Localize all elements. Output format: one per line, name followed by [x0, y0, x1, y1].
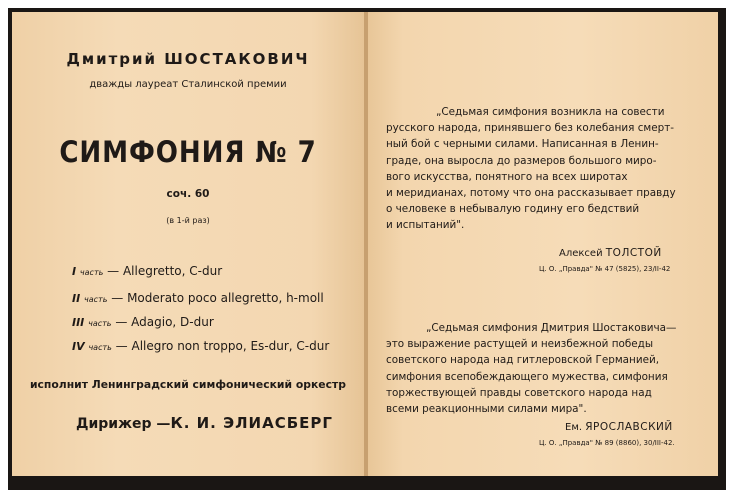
- left-page: [12, 12, 364, 476]
- tolstoy-quote: „Седьмая симфония возникла на совести русского народа, принявшего без колебания смерт- ный бой с черными силами. Написанная в Ленин- граде, она выросла до размеров большого миро- вого искусства, понятного на всех широтах и меридианах, потому что она рассказывает правду о человеке в небывалую годину его бедствий и испытаний".: [386, 106, 676, 232]
- movement-4: IV часть — Allegro non troppo, Es-dur, C-dur: [72, 339, 330, 353]
- movement-2: II часть — Moderato poco allegretto, h-moll: [72, 291, 324, 305]
- composer-name: Дмитрий ШОСТАКОВИЧ: [66, 50, 310, 68]
- conductor-label: Дирижер —: [76, 416, 171, 432]
- yaroslavsky-signature: Ем. ЯРОСЛАВСКИЙ: [565, 421, 673, 433]
- movement-1: I часть — Allegretto, C-dur: [72, 264, 223, 278]
- conductor-line: [76, 414, 333, 432]
- symphony-title: СИМФОНИЯ № 7: [59, 135, 317, 169]
- opus-number: соч. 60: [166, 188, 210, 200]
- conductor-name: К. И. ЭЛИАСБЕРГ: [170, 414, 333, 432]
- right-page: [368, 12, 718, 476]
- tolstoy-signature: Алексей ТОЛСТОЙ: [559, 247, 662, 259]
- premiere-note: (в 1-й раз): [166, 216, 210, 225]
- laureate-line: дважды лауреат Сталинской премии: [89, 79, 287, 90]
- movement-3: III часть — Adagio, D-dur: [72, 315, 214, 329]
- performer-line: исполнит Ленинградский симфонический оркестр: [29, 378, 347, 391]
- yaroslavsky-source: Ц. О. „Правда" № 89 (8860), 30/III-42.: [539, 439, 675, 447]
- tolstoy-source: Ц. О. „Правда" № 47 (5825), 23/II-42: [539, 265, 671, 273]
- yaroslavsky-quote: „Седьмая симфония Дмитрия Шостаковича— это выражение растущей и неизбежной победы советского народа над гитлеровской Германией, симфония всепобеждающего мужества, симфония торжествующей правды советского народа над всеми реакционными силами мира".: [386, 322, 677, 416]
